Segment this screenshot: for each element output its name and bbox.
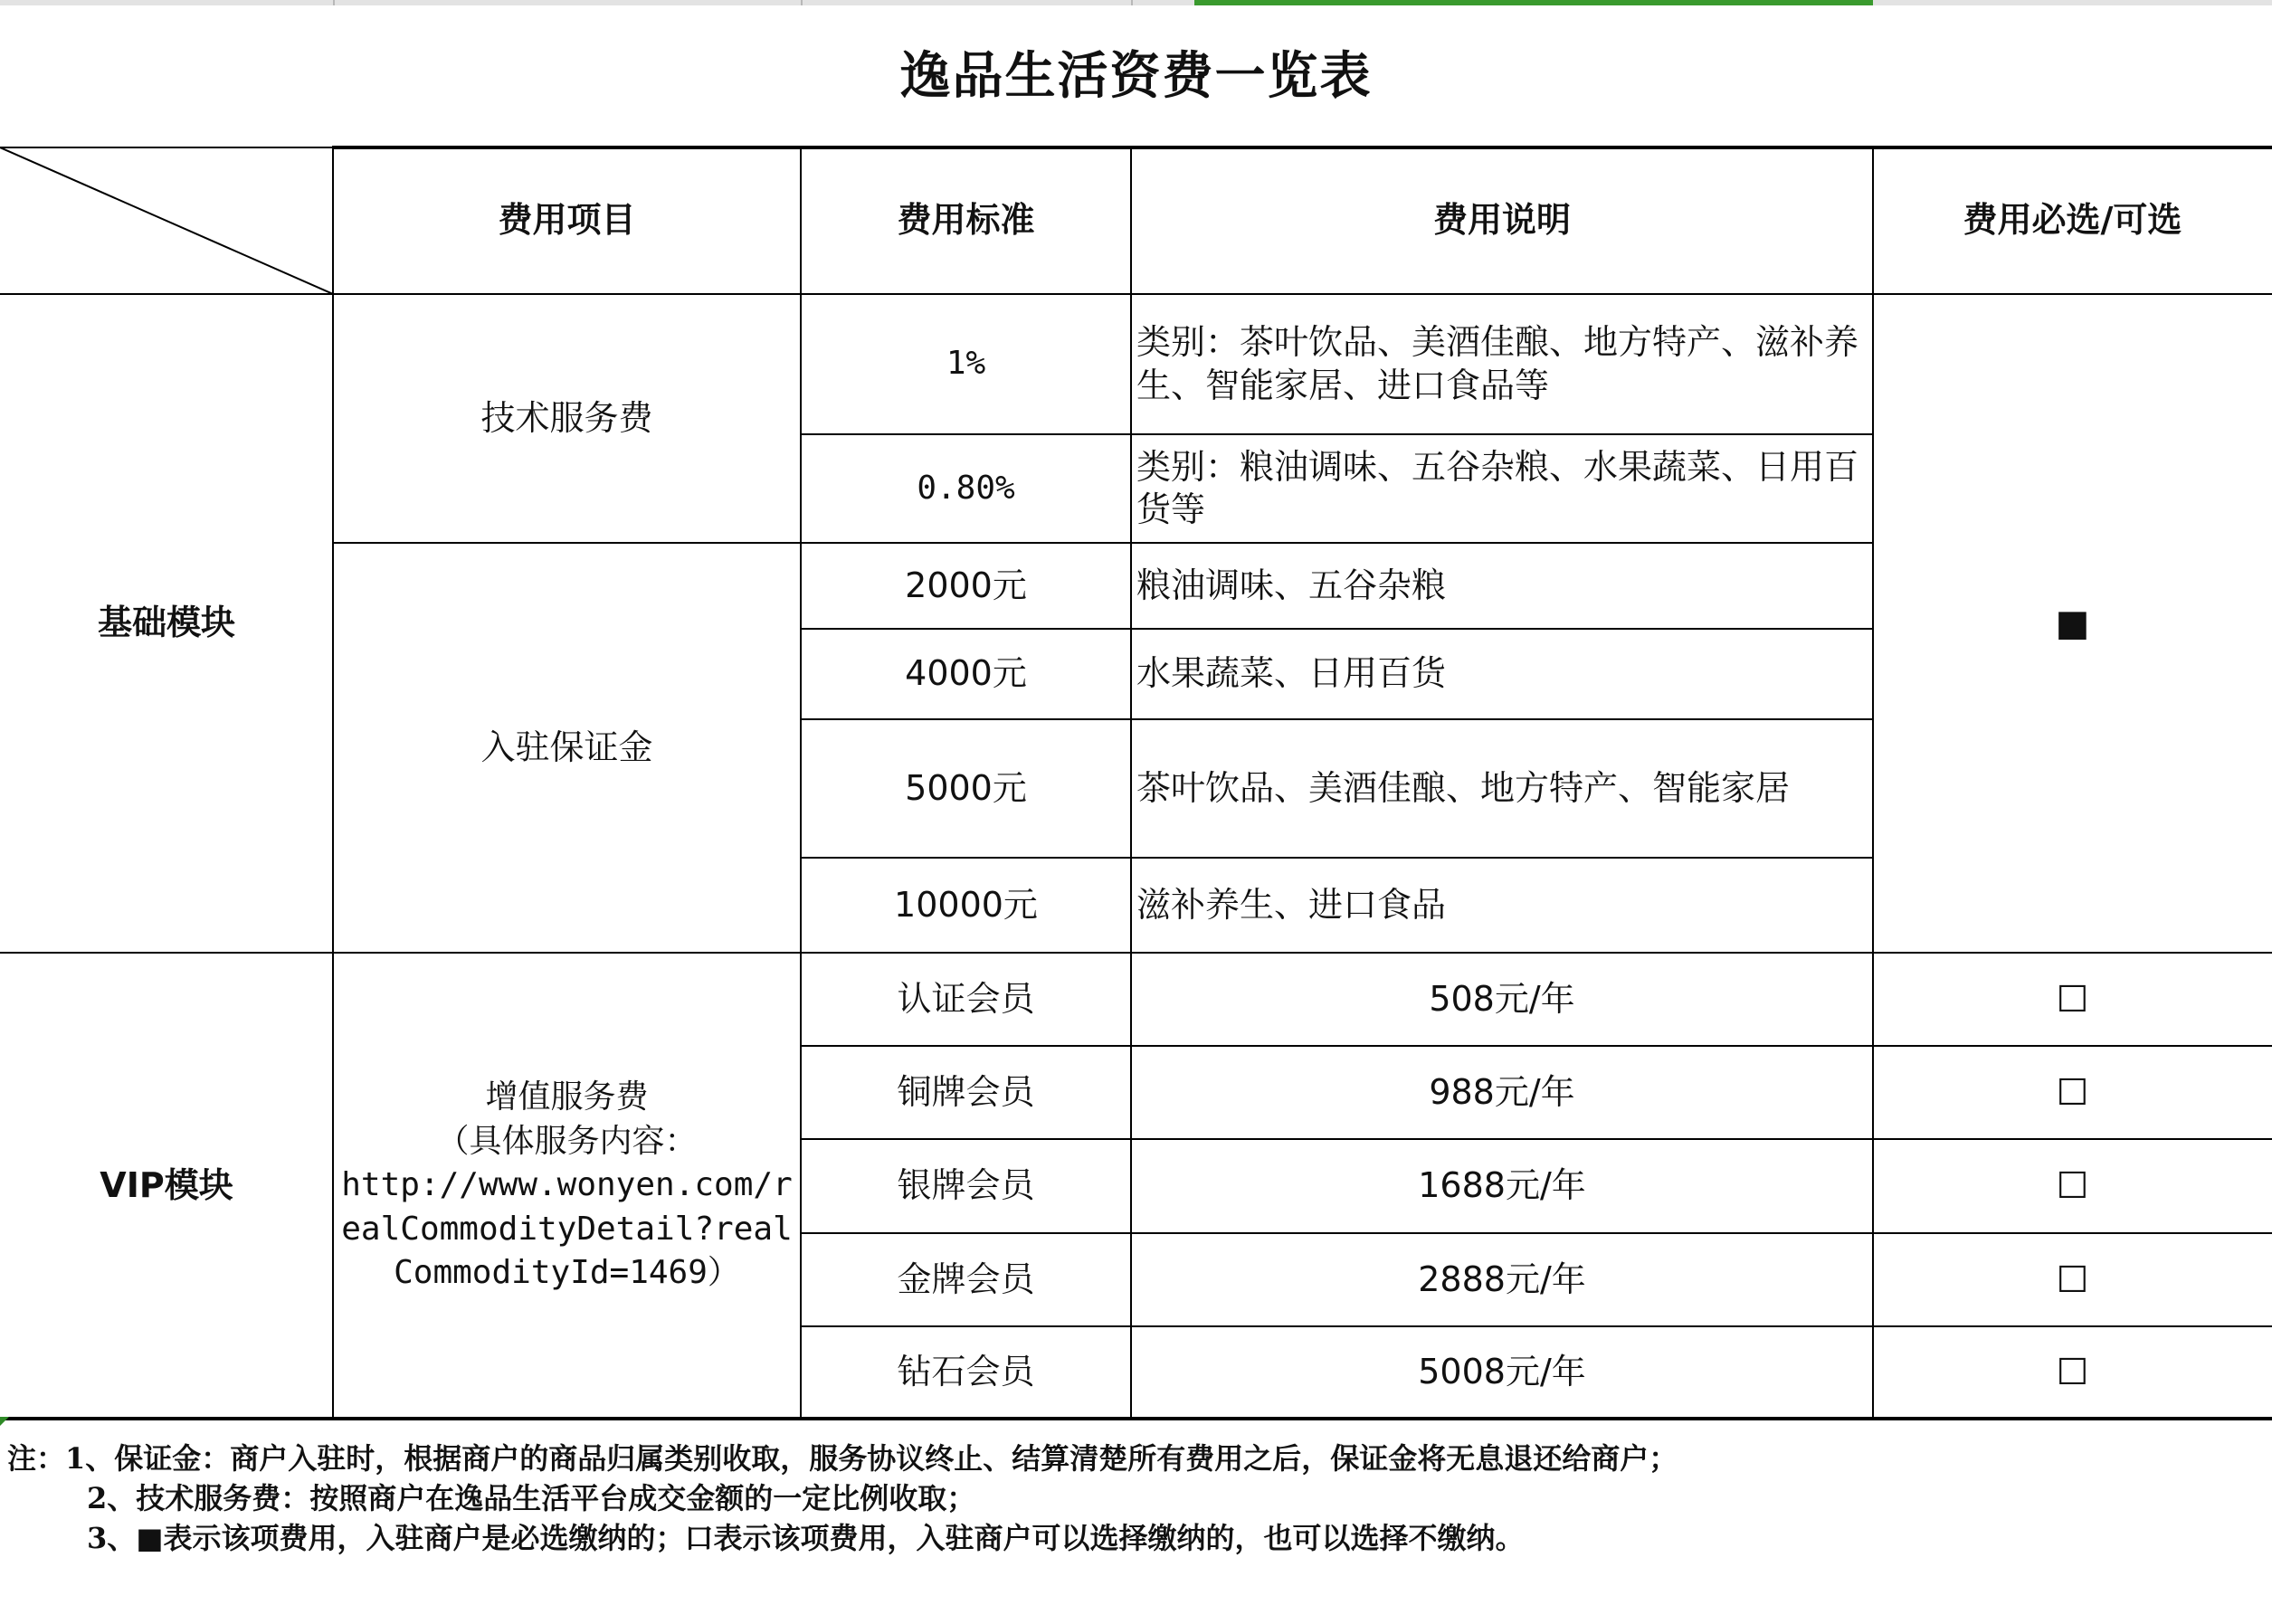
note-line: 3、■表示该项费用，入驻商户是必选缴纳的；口表示该项费用，入驻商户可以选择缴纳的，也可以选择不缴纳。 <box>87 1521 1525 1555</box>
membership-price: 1688元/年 <box>1418 1165 1586 1206</box>
membership-tier: 银牌会员 <box>897 1165 1035 1206</box>
fee-description-cell: 水果蔬菜、日用百货 <box>1136 653 1447 694</box>
fee-description-cell: 滋补养生、进口食品 <box>1136 884 1447 925</box>
optional-checkbox[interactable]: ☐ <box>2056 1165 2089 1207</box>
grid-line <box>801 433 1873 435</box>
fee-description-cell: 茶叶饮品、美酒佳酿、地方特产、智能家居 <box>1136 767 1791 808</box>
membership-price: 5008元/年 <box>1418 1352 1586 1392</box>
grid-line <box>800 146 802 1419</box>
header-required-optional: 费用必选/可选 <box>1963 200 2182 241</box>
fee-description-cell: 粮油调味、五谷杂粮 <box>1136 565 1447 605</box>
fee-description-cell: 类别：粮油调味、五谷杂粮、水果蔬菜、日用百货等 <box>1136 446 1859 529</box>
optional-checkbox[interactable]: ☐ <box>2056 1071 2089 1114</box>
header-fee-item: 费用项目 <box>498 200 636 241</box>
grid-line <box>801 628 1873 630</box>
module-vip: VIP模块 <box>100 1164 233 1205</box>
page-title: 逸品生活资费一览表 <box>899 46 1373 106</box>
fee-standard-cell: 1% <box>946 345 986 383</box>
fee-standard-cell: 0.80% <box>917 469 1015 507</box>
grid-line <box>0 952 2272 954</box>
grid-line <box>332 146 334 1419</box>
grid-line <box>801 857 1873 859</box>
grid-line <box>1872 146 1874 1419</box>
membership-tier: 认证会员 <box>897 978 1035 1019</box>
optional-checkbox[interactable]: ☐ <box>2056 1352 2089 1393</box>
membership-tier: 钻石会员 <box>897 1352 1035 1392</box>
table-border <box>0 1417 2272 1420</box>
cell-selection-corner <box>0 1417 9 1426</box>
grid-line <box>801 1138 2272 1140</box>
header-fee-standard: 费用标准 <box>897 200 1035 241</box>
grid-line <box>801 1045 2272 1047</box>
notes-section <box>7 1439 2251 1558</box>
grid-line <box>801 1232 2272 1234</box>
item-value-added-fee: 增值服务费 （具体服务内容： http://www.wonyen.com/r ealCommodityDetail?real CommodityId=1469） <box>341 1078 793 1292</box>
column-divider <box>333 0 335 5</box>
grid-line <box>0 293 2272 295</box>
grid-line <box>1130 146 1132 1419</box>
note-line: 2、技术服务费：按照商户在逸品生活平台成交金额的一定比例收取； <box>87 1481 976 1515</box>
table-border <box>0 147 333 148</box>
membership-tier: 金牌会员 <box>897 1258 1035 1299</box>
membership-price: 988元/年 <box>1429 1071 1575 1112</box>
fee-standard-cell: 10000元 <box>894 884 1038 925</box>
optional-checkbox[interactable]: ☐ <box>2056 1258 2089 1301</box>
column-divider <box>1131 0 1133 5</box>
fee-standard-cell: 4000元 <box>905 653 1027 694</box>
fee-standard-cell: 5000元 <box>905 767 1027 808</box>
module-basic: 基础模块 <box>97 603 235 643</box>
selected-column-indicator <box>1194 0 1873 5</box>
membership-price: 2888元/年 <box>1418 1258 1586 1299</box>
diagonal-header-cell <box>0 147 333 294</box>
membership-price: 508元/年 <box>1429 978 1575 1019</box>
note-line: 注：1、保证金：商户入驻时，根据商户的商品归属类别收取，服务协议终止、结算清楚所有费用之后，保证金将无息退还给商户； <box>7 1441 1678 1476</box>
diagonal-line <box>0 147 333 294</box>
fee-description-cell: 类别：茶叶饮品、美酒佳酿、地方特产、滋补养生、智能家居、进口食品等 <box>1136 322 1859 405</box>
column-divider <box>801 0 803 5</box>
item-tech-service-fee: 技术服务费 <box>480 397 653 438</box>
grid-line <box>801 718 1873 720</box>
grid-line <box>333 542 1873 544</box>
fee-standard-cell: 2000元 <box>905 565 1027 605</box>
optional-checkbox[interactable]: ☐ <box>2056 978 2089 1021</box>
item-entry-deposit: 入驻保证金 <box>480 727 653 767</box>
table-border <box>333 146 2272 149</box>
membership-tier: 铜牌会员 <box>897 1071 1035 1112</box>
spreadsheet-column-header-bar <box>0 0 2272 5</box>
grid-line <box>801 1325 2272 1327</box>
required-filled-square-marker: ■ <box>2055 603 2090 644</box>
header-fee-description: 费用说明 <box>1432 200 1571 241</box>
